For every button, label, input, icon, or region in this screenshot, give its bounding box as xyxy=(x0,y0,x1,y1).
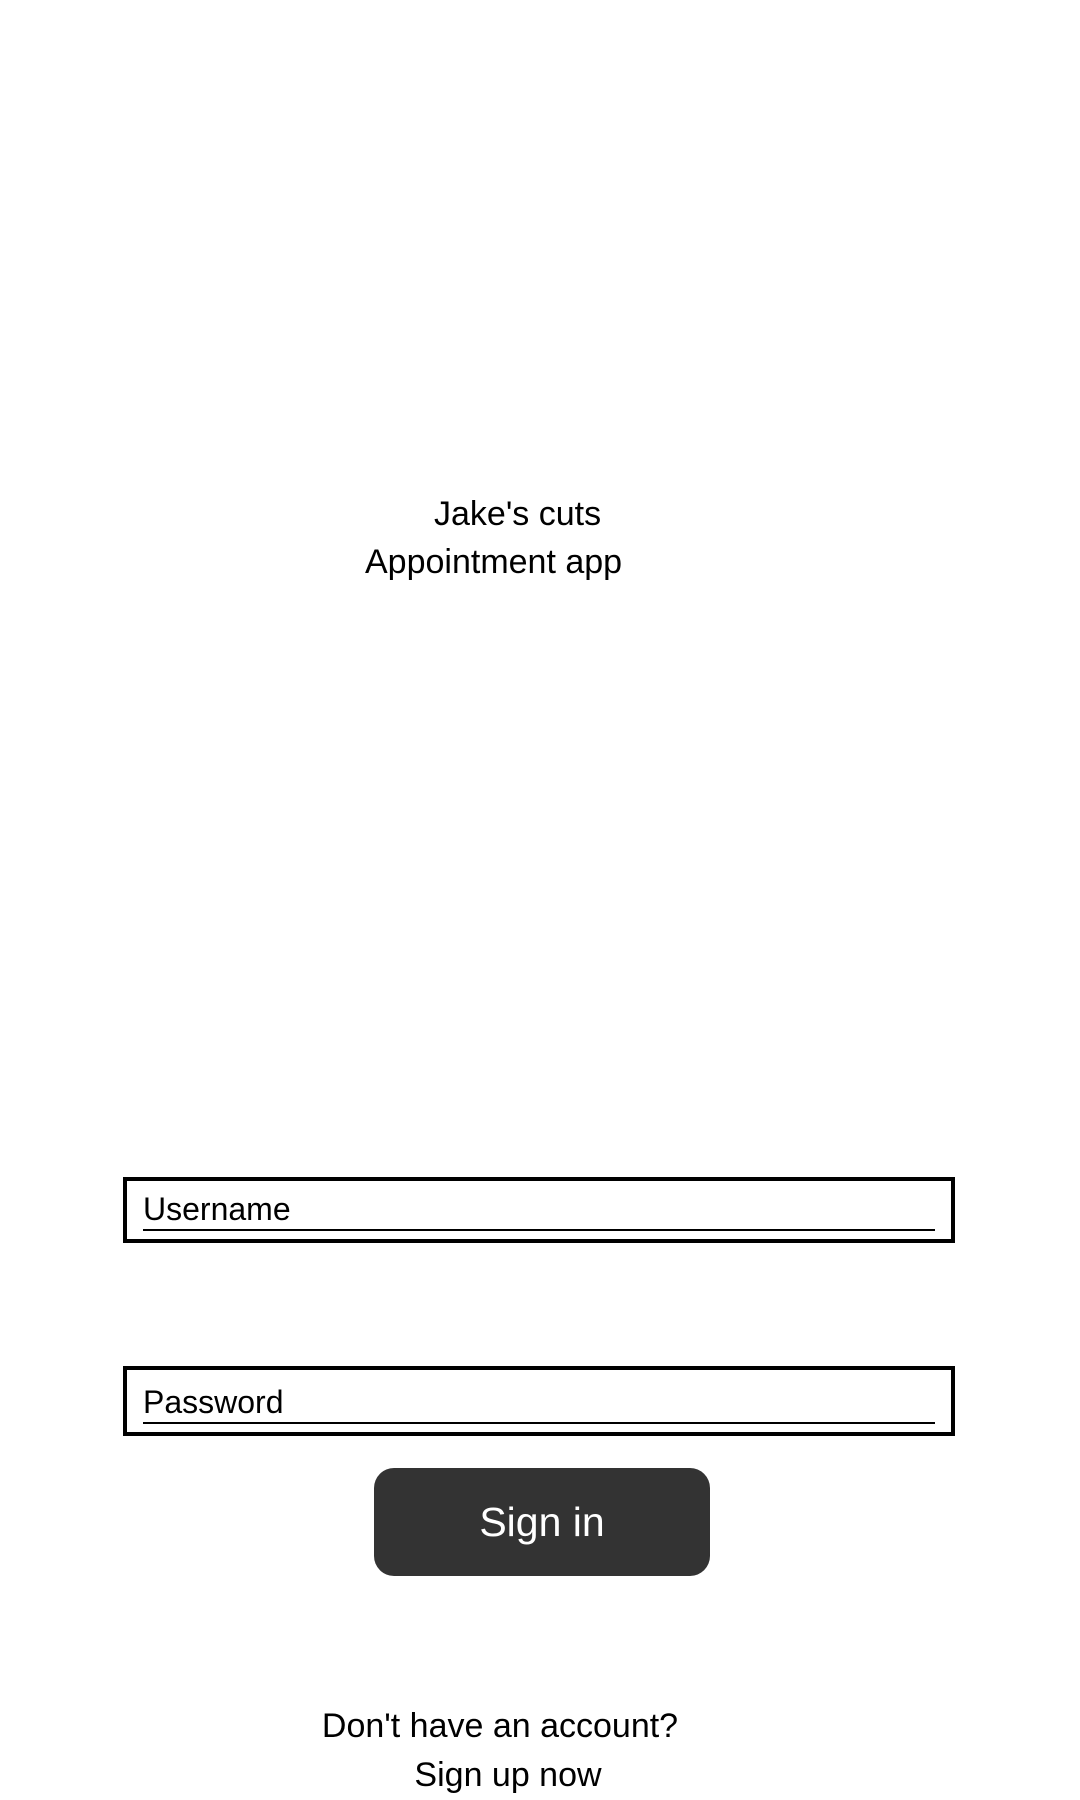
username-field-box xyxy=(123,1177,955,1243)
sign-in-button[interactable]: Sign in xyxy=(374,1468,710,1576)
password-input[interactable] xyxy=(143,1382,935,1424)
signup-link-row xyxy=(0,1751,1016,1799)
username-input[interactable] xyxy=(143,1189,935,1231)
sign-up-link[interactable]: Sign up now xyxy=(414,1756,602,1794)
app-name: Jake's cuts xyxy=(434,495,602,533)
signup-prompt: Don't have an account? xyxy=(321,1707,679,1745)
password-field-box xyxy=(123,1366,955,1436)
app-subtitle: Appointment app xyxy=(365,543,623,581)
